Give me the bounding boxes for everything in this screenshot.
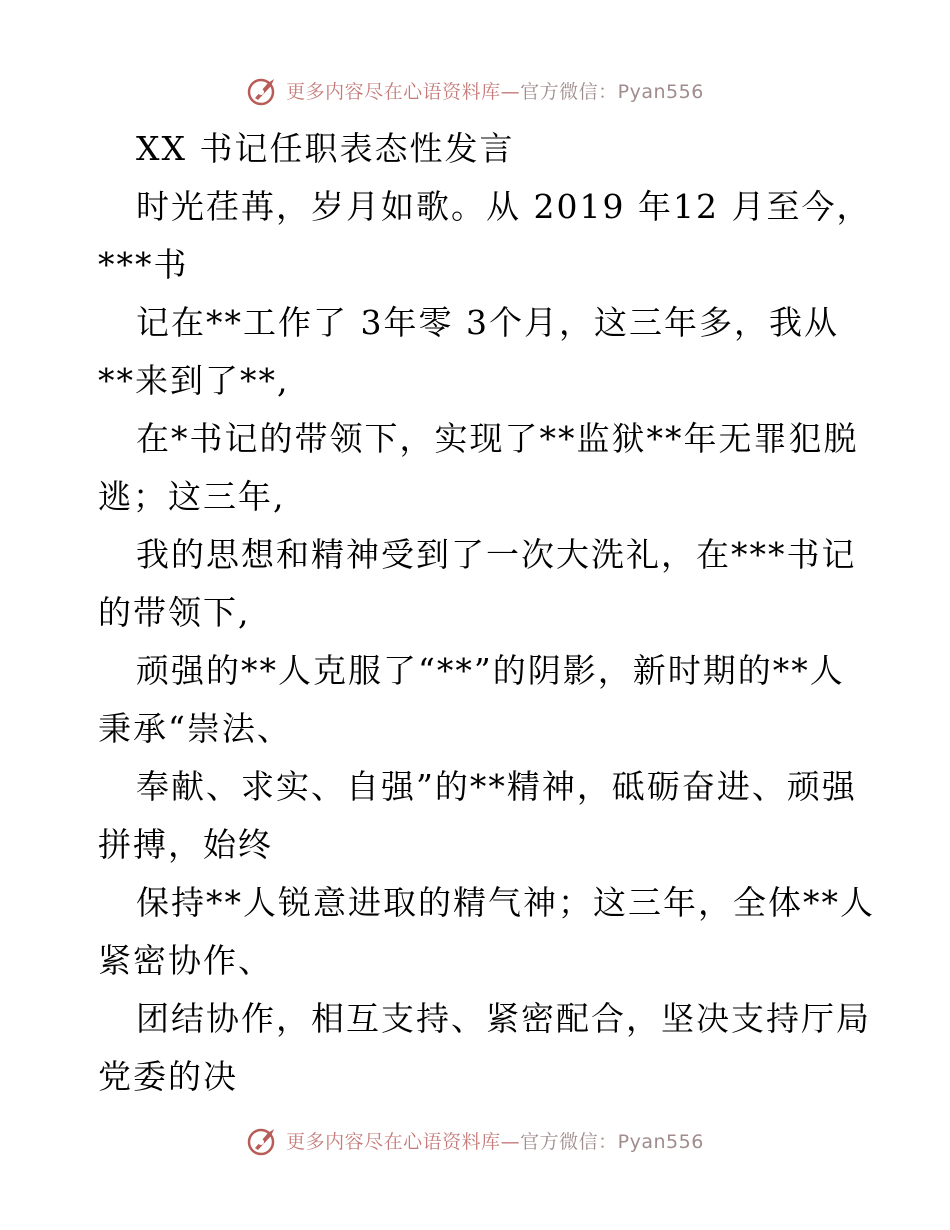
pen-nib-logo-icon [246, 73, 280, 107]
paragraph-line: 保持**人锐意进取的精气神；这三年，全体**人 [136, 883, 875, 922]
paragraph-line: 党委的决 [98, 1057, 238, 1096]
banner-text: 更多内容尽在心语资料库—官方微信：Pyan556 [286, 1130, 704, 1153]
footer-banner [0, 1118, 950, 1162]
banner-text: 更多内容尽在心语资料库—官方微信：Pyan556 [286, 80, 704, 103]
header-banner [0, 68, 950, 112]
paragraph-line: 拼搏，始终 [98, 825, 273, 864]
banner-wechat: 官方微信：Pyan556 [520, 80, 704, 103]
paragraph-line: ***书 [98, 245, 189, 284]
paragraph-line: 时光荏苒，岁月如歌。从 2019 年12 月至今， [136, 187, 872, 226]
paragraph-line: 我的思想和精神受到了一次大洗礼，在***书记 [136, 535, 857, 574]
paragraph-line: 在*书记的带领下，实现了**监狱**年无罪犯脱 [136, 419, 859, 458]
paragraph-line: 团结协作，相互支持、紧密配合，坚决支持厅局 [136, 999, 871, 1038]
paragraph-line: 紧密协作、 [98, 941, 273, 980]
banner-wechat: 官方微信：Pyan556 [520, 1130, 704, 1153]
paragraph-line: 顽强的**人克服了“**”的阴影，新时期的**人 [136, 651, 845, 690]
pen-nib-logo-icon [246, 1123, 280, 1157]
paragraph-line: 奉献、求实、自强”的**精神，砥砺奋进、顽强 [136, 767, 857, 806]
document-title: XX 书记任职表态性发言 [136, 129, 515, 168]
paragraph-line: 秉承“崇法、 [98, 709, 292, 748]
paragraph-line: 记在**工作了 3年零 3个月，这三年多，我从 [136, 303, 839, 342]
paragraph-line: **来到了**, [98, 361, 290, 400]
paragraph-line: 逃；这三年, [98, 477, 286, 516]
paragraph-line: 的带领下, [98, 593, 251, 632]
document-body [98, 120, 875, 1106]
